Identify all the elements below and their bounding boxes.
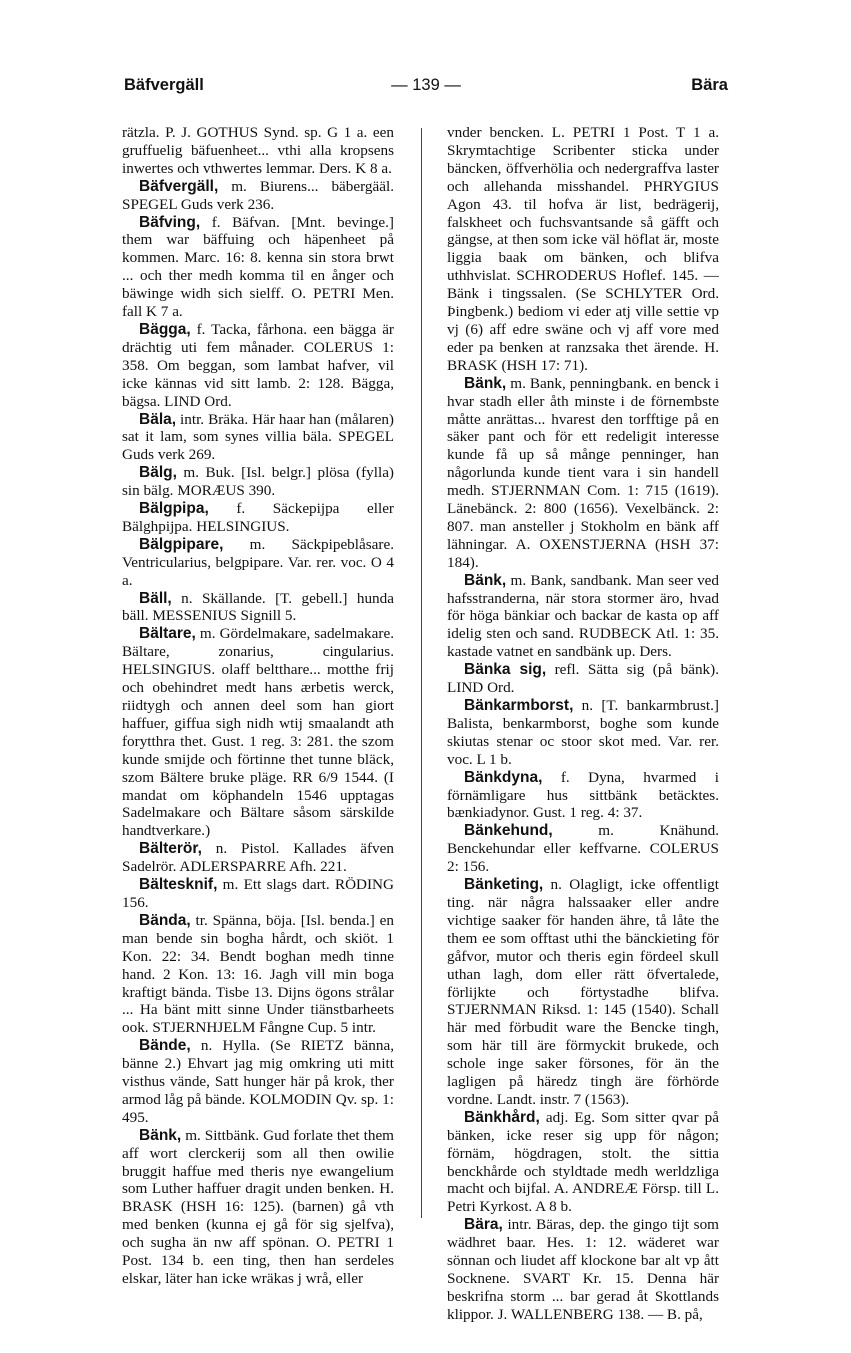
- dictionary-entry: [122, 625, 394, 840]
- entry-headword: Bände,: [139, 1037, 191, 1055]
- entry-headword: Bältare,: [139, 625, 196, 643]
- dictionary-entry: [122, 411, 394, 465]
- dictionary-entry: [122, 321, 394, 411]
- entry-headword: Bänk,: [464, 571, 507, 589]
- entry-headword: Bänk,: [139, 1126, 182, 1144]
- dictionary-entry: [122, 590, 394, 626]
- entry-text: tr. Spänna, böja. [Isl. benda.] en man bende sin bogha hårdt, och skiöt. 1 Kon. 22: 34. Bendt boghan medh tinne hand. 2 Kon. 13: 16. Jagh vill min boga kraftigt bända. Tisbe 13. Dijns ögons strålar ... Ha bänt mitt sinne Under tiänstbarheets ook. STJERNHJELM Fångne Cup. 5 intr.: [122, 911, 394, 1037]
- entry-text: m. Bank, penningbank. en benck i hvar stadh eller åth minste i de förnembste måtte anrättas... hvarest den torfftige på en säker pant och för ett redeligit interesse kunde få up så månge penninger, han någorlunda kunde tient vara i sin handell medh. STJERNMAN Com. 1: 715 (1619). Länebänck. 2: 800 (1656). Vexelbänck. 2: 807. man ansteller j Stokholm en bänk aff lähningar. A. OXENSTJERNA (HSH 37: 184).: [447, 374, 719, 571]
- dictionary-entry: [447, 572, 719, 662]
- entry-text: m. Gördelmakare, sadelmakare. Bältare, zonarius, cingularius. HELSINGIUS. olaff beltthare... motthe frij och obehindret medt hans ærbetis werck, riidtygh och annen deel som han giort haffuer, giffua sigh nidh wtij smaalandt ath forytthra thet. Gust. 1 reg. 3: 281. the szom kunde smijde och förtinne thet tunne bläck, szom Bältere bruke pläge. RR 6/9 1544. (I mandat om köphandeln 1546 upptagas Sadelmakare och Bältare såsom särskilde handtverkare.): [122, 625, 394, 840]
- entry-text: n. Skällande. [T. gebell.] hunda bäll. MESSENIUS Signill 5.: [122, 589, 394, 625]
- dictionary-entry: [122, 536, 394, 590]
- entry-headword: Bända,: [139, 911, 191, 929]
- entry-headword: Bälg,: [139, 464, 177, 482]
- entry-headword: Bäfving,: [139, 213, 201, 231]
- entry-text: f. Säckepijpa eller Bälghpijpa. HELSINGIUS.: [122, 500, 394, 535]
- dictionary-entry: [122, 464, 394, 500]
- entry-headword: Bältesknif,: [139, 876, 218, 894]
- entry-text: m. Bank, sandbank. Man seer ved hafsstranderna, när stora stormer äro, hvad för höga bänkiar och backar de kasta op aff idelig sten och sand. RUDBECK Atl. 1: 35. kastade vatnet en sandbänk up. Ders.: [447, 571, 719, 661]
- dictionary-entry: [122, 1127, 394, 1288]
- header-left-word: Bäfvergäll: [124, 76, 204, 94]
- entry-headword: Bäfvergäll,: [139, 177, 219, 195]
- dictionary-entry: [447, 1216, 719, 1323]
- dictionary-entry: [447, 876, 719, 1109]
- entry-headword: Bänkdyna,: [464, 768, 543, 786]
- dictionary-entry: [447, 1109, 719, 1216]
- entry-text: refl. Sätta sig (på bänk). LIND Ord.: [447, 661, 719, 697]
- entry-text: m. Säckpipeblåsare. Ventricularius, belgpipare. Var. rer. voc. O 4 a.: [122, 535, 394, 589]
- entry-headword: Bägga,: [139, 320, 191, 338]
- entry-headword: Bänkarmborst,: [464, 697, 574, 714]
- column-divider: [421, 128, 422, 1218]
- dictionary-entry: [122, 124, 394, 178]
- right-column: [447, 124, 719, 1324]
- entry-text: m. Ett slags dart. RÖDING 156.: [122, 876, 394, 911]
- dictionary-entry: [122, 912, 394, 1037]
- entry-headword: Bänketing,: [464, 876, 544, 894]
- entry-text: f. Dyna, hvarmed i förnämligare hus sittbänk betäcktes. bænkiadynor. Gust. 1 reg. 4: 37.: [447, 768, 719, 822]
- entry-text: f. Bäfvan. [Mnt. bevinge.] them war bäffuing och häpenheet på kommen. Marc. 16: 8. kenna sin stora brwt ... och ther medh komma til en ånger och bäwinge widh sich sielff. O. PETRI Men. fall K 7 a.: [122, 213, 394, 321]
- entry-text: n. Hylla. (Se RIETZ bänna, bänne 2.) Ehvart jag mig omkring uti mitt visthus vände, Satt hunger här på krok, ther armod låg på bände. KOLMODIN Qv. sp. 1: 495.: [122, 1037, 394, 1126]
- entry-text: m. Sittbänk. Gud forlate thet them aff wort clerckerij som all then owilie bruggit haffue med theris nye ewangelium som Luther haffuer dragit unden benken. H. BRASK (HSH 16: 125). (barnen) gå vth med benken (kunna ej gå för sig sjelfva), och sugha än nw aff spönan. O. PETRI 1 Post. 134 b. een ting, then han serdeles elskar, läter han icke wräkas j wrå, eller: [122, 1126, 394, 1287]
- dictionary-entry: [447, 124, 719, 375]
- dictionary-entry: [447, 822, 719, 876]
- entry-text: intr. Bäras, dep. the gingo tijt som wädhret baar. Hes. 1: 12. wäderet war sönnan och liudet aff klockone bar alt vp ått Socknene. SVART Kr. 15. Denna här beskrifna storm ... bar gerad åt Skottlands klippor. J. WALLENBERG 138. — B. på,: [447, 1216, 719, 1323]
- dictionary-entry: [122, 500, 394, 536]
- dictionary-entry: [447, 769, 719, 823]
- entry-headword: Bänkehund,: [464, 822, 553, 840]
- entry-text: adj. Eg. Som sitter qvar på bänken, icke reser sig upp för någon; förnäm, högdragen, stolt. the sittia benckhårde och styldtade medh werldzliga macht och bijfal. A. ANDREÆ Försp. till L. Petri Kyrkost. A 8 b.: [447, 1108, 719, 1216]
- entry-text: n. [T. bankarmbrust.] Balista, benkarmborst, boghe som kunde skiutas stenar oc stoor skot med. Var. rer. voc. L 1 b.: [447, 697, 719, 768]
- entry-text: n. Olagligt, icke offentligt ting. när några halssaaker eller andre vichtige saaker för handen ähre, tå låte the them ee som offtast uthi the bänckieting för gåfvor, mutor och theris egin fördeel skull uthan lagh, dom eller rätt öfvertalede, förlijkte och förtystadhe blifva. STJERNMAN Riksd. 1: 145 (1540). Schall här med förbudit ware the Bencke tingh, som här till äre förmyckit brukede, och schole inge saker försones, för än the lagligen på häredz tingh äre förhörde vordne. Landt. instr. 7 (1563).: [447, 876, 719, 1108]
- entry-text: intr. Bräka. Här haar han (målaren) sat it lam, som synes villia bäla. SPEGEL Guds verk 269.: [122, 410, 394, 464]
- entry-headword: Bäll,: [139, 589, 172, 607]
- dictionary-entry: [447, 661, 719, 697]
- entry-headword: Bära,: [464, 1216, 503, 1234]
- entry-text: vnder bencken. L. PETRI 1 Post. T 1 a. Skrymtachtige Scribenter sticka under bäncken, öffverhölia och nedergraffva laster och allehanda misshandel. PHRYGIUS Agon 43. til hofva är list, bedrägerij, falskheet och fuchsvantsande så gäfft och gängse, at then som icke väl höflat är, moste liggia baak om bänken, och blifva uthhvislat. SCHRODERUS Hoflef. 145. — Bänk i tingssalen. (Se SCHLYTER Ord. Þingbenk.) bediom vi eder atj ville settie vp vj (6) aff edre swäne och vj aff vore med eder pa benken at ranzsaka thet ärende. H. BRASK (HSH 17: 71).: [447, 124, 719, 374]
- dictionary-entry: [122, 178, 394, 214]
- entry-text: rätzla. P. J. GOTHUS Synd. sp. G 1 a. een gruffuelig bäfuenheet... vthi alla kropsens inwertes och vthwertes lemmar. Ders. K 8 a.: [122, 124, 394, 177]
- dictionary-entry: [122, 876, 394, 912]
- page-number: — 139 —: [391, 76, 461, 94]
- left-column: [122, 124, 394, 1288]
- entry-text: f. Tacka, fårhona. een bägga är drächtig uti fem månader. COLERUS 1: 358. Om beggan, som lambat hafver, vil icke kännas vid sitt lamb. 2: 128. Bägga, bägsa. LIND Ord.: [122, 320, 394, 410]
- entry-headword: Bälterör,: [139, 840, 202, 858]
- dictionary-entry: [122, 1037, 394, 1127]
- dictionary-entry: [447, 697, 719, 769]
- dictionary-entry: [122, 214, 394, 321]
- entry-text: m. Buk. [Isl. belgr.] plösa (fylla) sin bälg. MORÆUS 390.: [122, 464, 394, 500]
- entry-headword: Bäla,: [139, 410, 177, 428]
- dictionary-entry: [122, 840, 394, 876]
- entry-text: m. Biurens... bäbergääl. SPEGEL Guds verk 236.: [122, 177, 394, 213]
- entry-headword: Bälgpipare,: [139, 535, 224, 553]
- entry-text: n. Pistol. Kallades äfven Sadelrör. ADLERSPARRE Afh. 221.: [122, 840, 394, 876]
- entry-headword: Bänk,: [464, 374, 507, 392]
- header-right-word: Bära: [691, 76, 728, 94]
- entry-headword: Bänka sig,: [464, 661, 547, 679]
- entry-headword: Bänkhård,: [464, 1108, 540, 1126]
- dictionary-entry: [447, 375, 719, 572]
- entry-text: m. Knähund. Benckehundar eller keffvarne. COLERUS 2: 156.: [447, 822, 719, 876]
- page-header: [124, 76, 728, 100]
- entry-headword: Bälgpipa,: [139, 500, 209, 518]
